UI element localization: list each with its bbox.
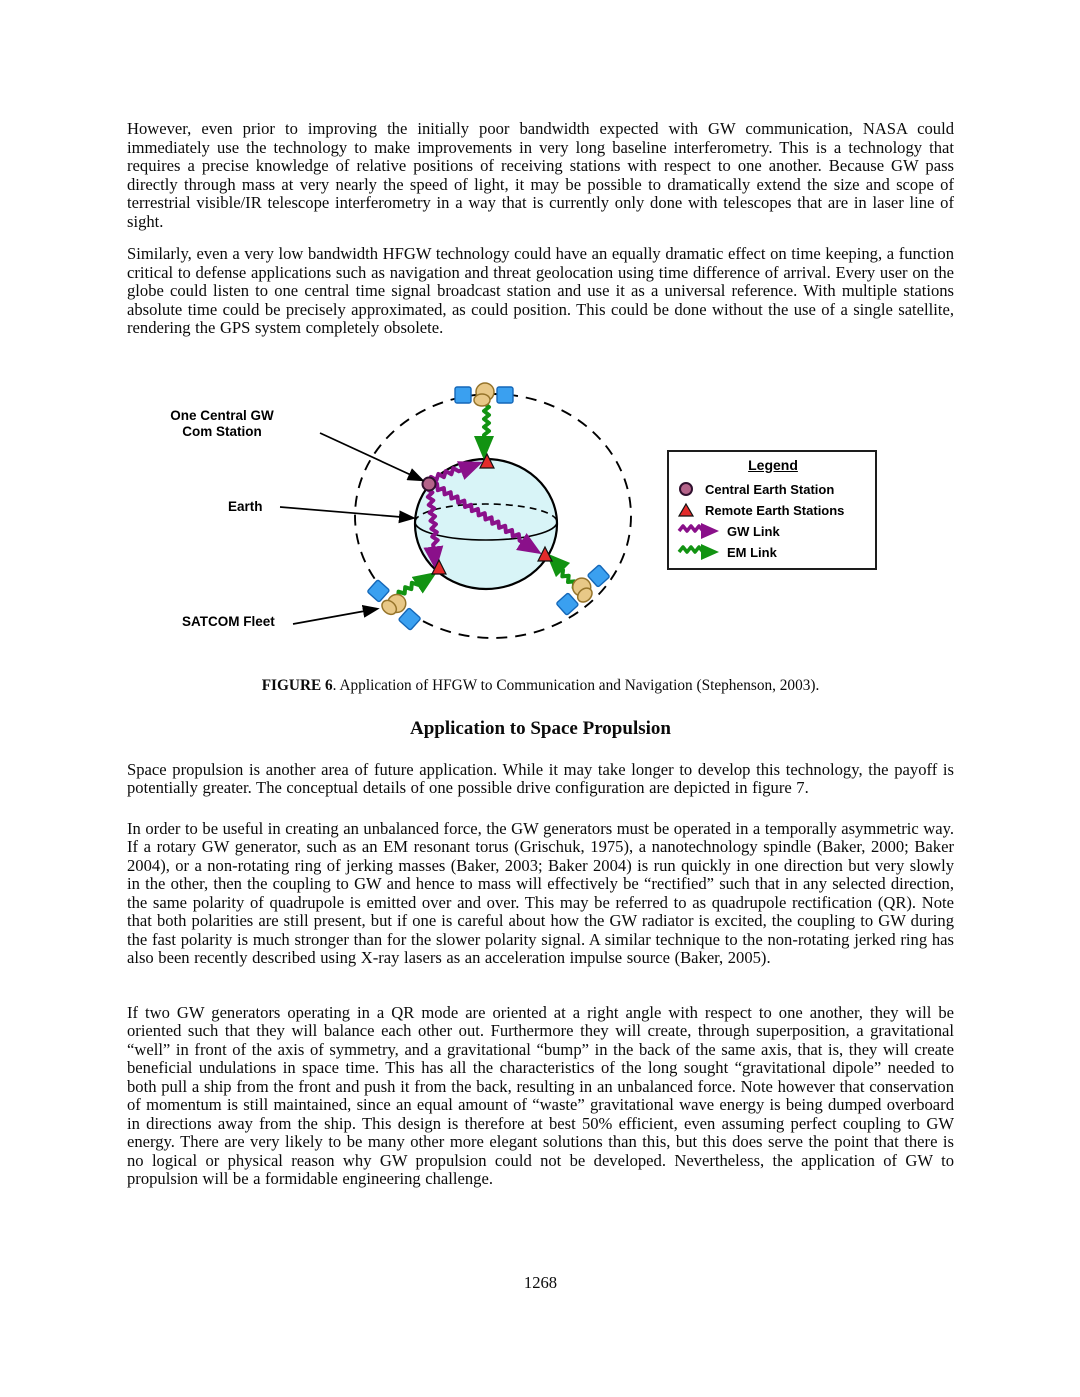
legend-row-central-station [677,479,869,500]
central-earth-station-dot-icon [677,481,705,497]
figure-caption-text: . Application of HFGW to Communication and Navigation (Stephenson, 2003). [332,676,820,694]
label-central-line2: Com Station [182,423,262,439]
paragraph-space-propulsion-intro: Space propulsion is another area of future application. While it may take longer to develop this technology, the payoff is potentially greater. The conceptual details of one possible drive configuration are depicted in figure 7. [127,759,954,797]
label-central-gw-station [163,408,281,440]
em-link-top [484,403,489,439]
legend-label: EM Link [727,544,777,560]
pointer-satcom [293,611,365,624]
legend-label: Central Earth Station [705,481,835,497]
legend-title: Legend [748,456,798,473]
legend-label: Remote Earth Stations [705,502,845,518]
legend [667,450,877,570]
em-link-arrow-icon [677,542,727,562]
remote-earth-station-triangle-icon [677,502,705,518]
legend-row-em-link [677,542,869,563]
gw-link-arrow-icon [677,521,727,541]
figure-6-diagram [127,376,957,668]
section-heading: Application to Space Propulsion [410,717,671,739]
paragraph-timekeeping: Similarly, even a very low bandwidth HFGW technology could have an equally dramatic effect on time keeping, a function critical to defense applications such as navigation and threat geolocation using time difference of arrival. Every user on the globe could listen to one central time signal broadcast station and use it as a universal reference. With multiple stations absolute time could be precisely approximated, as could position. This could be done without the use of a single satellite, rendering the GPS system completely obsolete. [127,244,954,337]
figure-caption [127,677,954,695]
central-station-dot [423,477,436,490]
figure-caption-label: FIGURE 6 [261,676,333,694]
page-number: 1268 [523,1272,558,1292]
legend-row-gw-link [677,521,869,542]
label-satcom-fleet: SATCOM Fleet [182,613,275,629]
label-central-line1: One Central GW [170,407,274,423]
paragraph-gravitational-dipole: If two GW generators operating in a QR mode are oriented at a right angle with respect to one another, they will be oriented such that they will balance each other out. Furthermore they will create, through superposition, a gravitational “well” in front of the axis of symmetry, and a gravitational “bump” in the back of the same axis, that is, they will create beneficial undulations in space time. This has all the characteristics of the long sought “gravitational dipole” needed to both pull a ship from the front and push it from the back, resulting in an unbalanced force. Note however that conservation of momentum is still maintained, since an equal amount of “waste” gravitational wave energy is being dumped overboard in directions away from the ship. This design is therefore at best 50% efficient, even assuming perfect coupling to GW energy. There are very likely to be many other more elegant solutions than this, but this does serve the point that there is no logical or physical reason why GW propulsion could not be developed. Nevertheless, the application of GW to propulsion will be a formidable engineering challenge. [127,1002,954,1188]
label-earth: Earth [228,498,263,514]
pointer-earth [280,507,401,517]
paragraph-interferometry: However, even prior to improving the initially poor bandwidth expected with GW communication, NASA could immediately use the technology to make improvements in very long baseline interferometry. This is a technology that requires a precise knowledge of relative positions of receiving stations with respect to one another. Because GW pass directly through mass at very nearly the speed of light, it may be possible to dramatically extend the size and scope of terrestrial visible/IR telescope interferometry in a way that is currently only done with telescopes that are in laser line of sight. [127,119,954,231]
legend-row-remote-stations [677,500,869,521]
paragraph-quadrupole-rectification: In order to be useful in creating an unbalanced force, the GW generators must be operated in a temporally asymmetric way. If a rotary GW generator, such as an EM resonant torus (Grischuk, 1975), a nanotechnology spindle (Baker, 2000; Baker 2004), or a non-rotating ring of jerking masses (Baker, 2003; Baker 2004) is run quickly in one direction but very slowly in the other, then the coupling to GW and hence to mass will effectively be “rectified” such that in any selected direction, the same polarity of quadrupole is emitted over and over. This may be referred to as quadrupole rectification (QR). Note that both polarities are still present, but if one is careful about how the GW radiator is excited, the coupling to GW during the fast polarity is much stronger than for the slower polarity signal. A similar technique to the non-rotating jerked ring has also been recently described using X-ray lasers as an acceleration impulse source (Baker, 2005). [127,818,954,967]
legend-label: GW Link [727,523,780,539]
satellite-top [455,383,513,406]
